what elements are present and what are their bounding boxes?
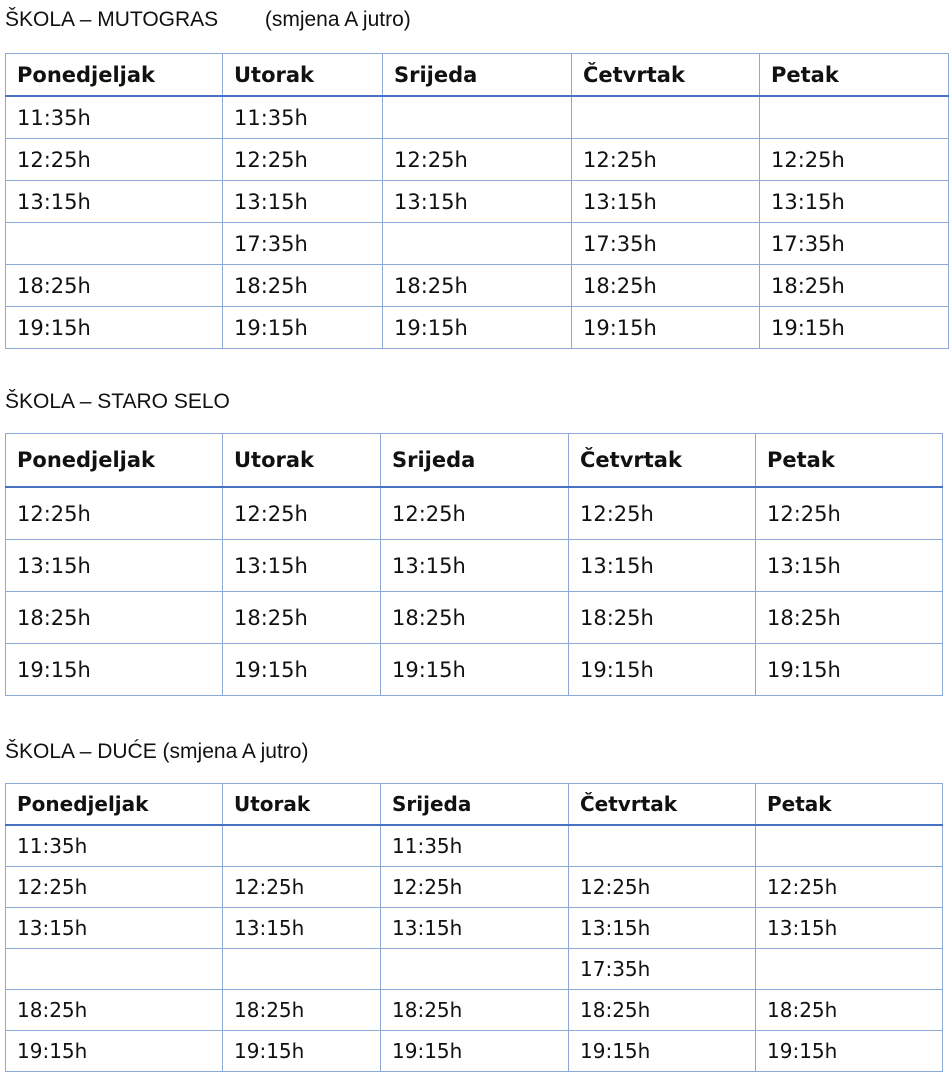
time-cell: 18:25h <box>6 990 223 1031</box>
table-row <box>6 181 949 223</box>
time-cell: 19:15h <box>569 1031 756 1072</box>
time-cell: 12:25h <box>223 487 381 540</box>
time-cell: 19:15h <box>223 1031 381 1072</box>
time-cell <box>6 949 223 990</box>
time-cell: 12:25h <box>6 139 223 181</box>
table-row <box>6 592 943 644</box>
time-cell: 12:25h <box>6 487 223 540</box>
time-cell: 13:15h <box>223 908 381 949</box>
time-cell: 12:25h <box>756 867 943 908</box>
time-cell: 13:15h <box>223 181 383 223</box>
time-cell: 18:25h <box>756 592 943 644</box>
time-cell: 12:25h <box>223 139 383 181</box>
time-cell <box>383 223 572 265</box>
time-cell: 18:25h <box>756 990 943 1031</box>
time-cell: 19:15h <box>381 644 569 696</box>
time-cell: 13:15h <box>572 181 760 223</box>
time-cell <box>383 96 572 139</box>
column-header: Četvrtak <box>569 784 756 826</box>
column-header: Srijeda <box>383 54 572 97</box>
column-header: Srijeda <box>381 784 569 826</box>
column-header: Petak <box>756 784 943 826</box>
schedule-table-duce <box>5 783 943 1072</box>
column-header: Petak <box>760 54 949 97</box>
time-cell: 13:15h <box>569 540 756 592</box>
table-row <box>6 825 943 867</box>
time-cell: 12:25h <box>756 487 943 540</box>
time-cell: 18:25h <box>760 265 949 307</box>
time-cell: 12:25h <box>381 867 569 908</box>
time-cell: 12:25h <box>383 139 572 181</box>
time-cell <box>572 96 760 139</box>
time-cell <box>760 96 949 139</box>
time-cell: 11:35h <box>6 825 223 867</box>
time-cell: 12:25h <box>223 867 381 908</box>
table-row <box>6 540 943 592</box>
time-cell: 19:15h <box>756 644 943 696</box>
table-row <box>6 867 943 908</box>
time-cell: 13:15h <box>381 908 569 949</box>
table-row <box>6 307 949 349</box>
time-cell <box>569 825 756 867</box>
time-cell: 19:15h <box>223 307 383 349</box>
time-cell: 19:15h <box>383 307 572 349</box>
time-cell <box>756 825 943 867</box>
time-cell: 19:15h <box>569 644 756 696</box>
time-cell: 17:35h <box>572 223 760 265</box>
time-cell: 18:25h <box>6 592 223 644</box>
time-cell: 19:15h <box>6 644 223 696</box>
time-cell: 13:15h <box>569 908 756 949</box>
time-cell: 18:25h <box>572 265 760 307</box>
time-cell: 13:15h <box>6 181 223 223</box>
time-cell: 13:15h <box>223 540 381 592</box>
time-cell: 19:15h <box>756 1031 943 1072</box>
schedule-table-mutogras <box>5 53 949 349</box>
time-cell: 13:15h <box>756 908 943 949</box>
time-cell: 19:15h <box>6 307 223 349</box>
header-row <box>6 434 943 488</box>
time-cell <box>381 949 569 990</box>
time-cell: 18:25h <box>569 990 756 1031</box>
table-row <box>6 139 949 181</box>
column-header: Četvrtak <box>572 54 760 97</box>
time-cell: 18:25h <box>383 265 572 307</box>
time-cell: 18:25h <box>6 265 223 307</box>
time-cell: 19:15h <box>223 644 381 696</box>
time-cell <box>223 825 381 867</box>
time-cell: 13:15h <box>756 540 943 592</box>
table-row <box>6 96 949 139</box>
table-row <box>6 487 943 540</box>
column-header: Ponedjeljak <box>6 784 223 826</box>
section-title-mutogras: ŠKOLA – MUTOGRAS (smjena A jutro) <box>5 8 411 31</box>
table-row <box>6 908 943 949</box>
time-cell: 18:25h <box>381 592 569 644</box>
time-cell <box>223 949 381 990</box>
section-title-staro-selo: ŠKOLA – STARO SELO <box>5 390 230 413</box>
time-cell: 11:35h <box>223 96 383 139</box>
column-header: Petak <box>756 434 943 488</box>
time-cell: 12:25h <box>760 139 949 181</box>
section-title-duce: ŠKOLA – DUĆE (smjena A jutro) <box>5 740 309 763</box>
column-header: Četvrtak <box>569 434 756 488</box>
column-header: Ponedjeljak <box>6 54 223 97</box>
time-cell: 18:25h <box>569 592 756 644</box>
time-cell: 12:25h <box>569 867 756 908</box>
time-cell: 13:15h <box>6 908 223 949</box>
time-cell: 19:15h <box>381 1031 569 1072</box>
table-row <box>6 949 943 990</box>
table-row <box>6 1031 943 1072</box>
time-cell: 13:15h <box>381 540 569 592</box>
time-cell: 12:25h <box>572 139 760 181</box>
time-cell: 18:25h <box>223 265 383 307</box>
table-row <box>6 990 943 1031</box>
time-cell: 17:35h <box>569 949 756 990</box>
time-cell: 12:25h <box>6 867 223 908</box>
table-row <box>6 644 943 696</box>
table-row <box>6 223 949 265</box>
time-cell <box>6 223 223 265</box>
time-cell: 11:35h <box>6 96 223 139</box>
time-cell: 13:15h <box>383 181 572 223</box>
column-header: Utorak <box>223 784 381 826</box>
time-cell: 19:15h <box>760 307 949 349</box>
time-cell: 18:25h <box>381 990 569 1031</box>
time-cell: 18:25h <box>223 990 381 1031</box>
time-cell: 17:35h <box>760 223 949 265</box>
column-header: Srijeda <box>381 434 569 488</box>
time-cell: 12:25h <box>569 487 756 540</box>
time-cell: 18:25h <box>223 592 381 644</box>
time-cell: 13:15h <box>6 540 223 592</box>
time-cell: 19:15h <box>572 307 760 349</box>
time-cell: 19:15h <box>6 1031 223 1072</box>
time-cell: 13:15h <box>760 181 949 223</box>
time-cell: 12:25h <box>381 487 569 540</box>
header-row <box>6 784 943 826</box>
column-header: Utorak <box>223 434 381 488</box>
header-row <box>6 54 949 97</box>
time-cell <box>756 949 943 990</box>
table-row <box>6 265 949 307</box>
column-header: Utorak <box>223 54 383 97</box>
schedule-table-staro-selo <box>5 433 943 696</box>
time-cell: 17:35h <box>223 223 383 265</box>
column-header: Ponedjeljak <box>6 434 223 488</box>
time-cell: 11:35h <box>381 825 569 867</box>
